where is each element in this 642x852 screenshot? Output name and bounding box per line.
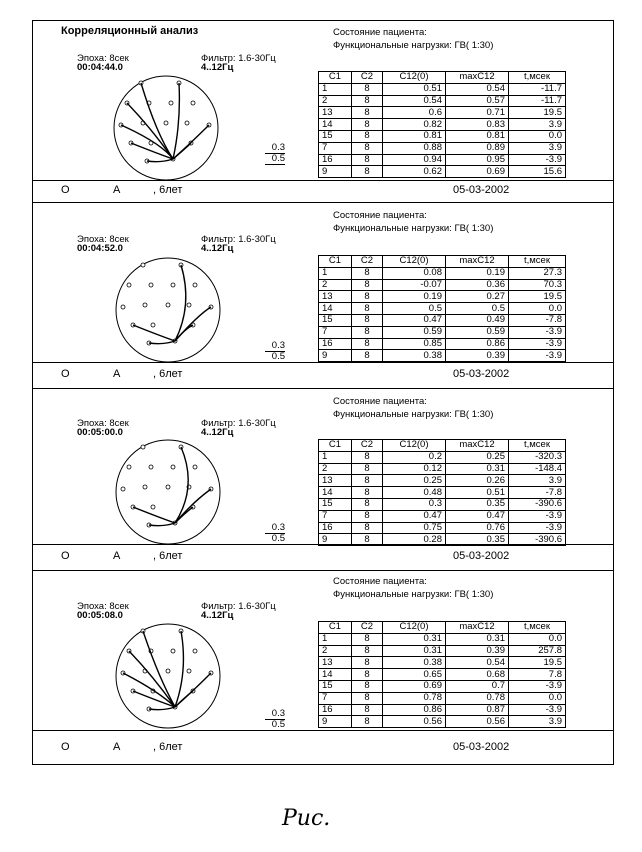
panel-2 (33, 203, 613, 363)
table-cell: 0.76 (446, 522, 509, 534)
table-row (319, 680, 566, 692)
table-cell: 70.3 (509, 279, 566, 291)
table-cell: 16 (319, 704, 352, 716)
scale-top: 0.3 (265, 143, 285, 154)
table-cell: 8 (352, 267, 383, 279)
table-cell: 13 (319, 475, 352, 487)
table-cell: 0.0 (509, 130, 566, 142)
panel-1 (33, 21, 613, 181)
table-cell: 0.69 (446, 166, 509, 178)
table-cell: -390.6 (509, 534, 566, 546)
table-cell: 9 (319, 166, 352, 178)
table-cell: 7 (319, 142, 352, 154)
table-cell: 15.6 (509, 166, 566, 178)
patient-state: Состояние пациента: (333, 576, 427, 587)
table-cell: 0.7 (446, 680, 509, 692)
table-cell: 8 (352, 463, 383, 475)
table-cell: 7 (319, 326, 352, 338)
table-cell: -11.7 (509, 83, 566, 95)
table-cell: 8 (352, 475, 383, 487)
col-maxc12: maxC12 (446, 72, 509, 84)
scale-top: 0.3 (265, 523, 285, 534)
correlation-table (318, 255, 566, 362)
table-cell: -3.9 (509, 338, 566, 350)
table-cell: 2 (319, 279, 352, 291)
table-row (319, 107, 566, 119)
table-cell: 0.5 (383, 303, 446, 315)
electrode-diagram (113, 621, 223, 731)
col-c1: C1 (319, 622, 352, 634)
col-t: t,мсек (509, 440, 566, 452)
table-cell: 257.8 (509, 645, 566, 657)
table-cell: 0.54 (446, 83, 509, 95)
band-label: 4..12Гц (201, 610, 234, 621)
col-c12: C12(0) (383, 256, 446, 268)
table-cell: 0.19 (446, 267, 509, 279)
table-body (319, 267, 566, 361)
table-cell: 1 (319, 451, 352, 463)
table-cell: 1 (319, 633, 352, 645)
table-cell: 0.27 (446, 291, 509, 303)
footer-a: А (113, 550, 121, 562)
table-cell: 19.5 (509, 291, 566, 303)
table-cell: 14 (319, 303, 352, 315)
panel-4-footer (33, 731, 613, 764)
table-cell: 8 (352, 166, 383, 178)
table-cell: -148.4 (509, 463, 566, 475)
table-cell: 8 (352, 83, 383, 95)
col-t: t,мсек (509, 622, 566, 634)
filter-label: Фильтр: 1.6-30Гц (201, 53, 276, 64)
footer-age: , 6лет (153, 368, 183, 380)
table-cell: 0.39 (446, 645, 509, 657)
table-cell: 0.51 (446, 487, 509, 499)
table-cell: -3.9 (509, 680, 566, 692)
table-header-row (319, 622, 566, 634)
col-c2: C2 (352, 622, 383, 634)
electrode-diagram (113, 437, 223, 547)
band-label: 4..12Гц (201, 427, 234, 438)
table-row (319, 487, 566, 499)
table-cell: 0.78 (383, 692, 446, 704)
epoch-label: Эпоха: 8сек (77, 418, 129, 429)
epoch-label: Эпоха: 8сек (77, 234, 129, 245)
table-cell: 14 (319, 669, 352, 681)
table-row (319, 267, 566, 279)
functional-load: Функциональные нагрузки: ГВ( 1:30) (333, 223, 494, 234)
table-row (319, 716, 566, 728)
table-cell: 8 (352, 633, 383, 645)
scale-legend (265, 341, 285, 363)
table-cell: 0.28 (383, 534, 446, 546)
table-cell: -3.9 (509, 154, 566, 166)
col-t: t,мсек (509, 256, 566, 268)
table-row (319, 657, 566, 669)
table-cell: 8 (352, 498, 383, 510)
col-maxc12: maxC12 (446, 440, 509, 452)
table-cell: 0.82 (383, 119, 446, 131)
table-cell: 0.47 (383, 314, 446, 326)
footer-o: О (61, 184, 70, 196)
table-cell: 13 (319, 291, 352, 303)
table-cell: -3.9 (509, 704, 566, 716)
table-row (319, 645, 566, 657)
table-cell: 0.54 (383, 95, 446, 107)
table-row (319, 303, 566, 315)
table-cell: 7 (319, 692, 352, 704)
scale-bottom: 0.5 (265, 154, 285, 165)
table-cell: -3.9 (509, 510, 566, 522)
table-cell: 2 (319, 463, 352, 475)
table-cell: 0.51 (383, 83, 446, 95)
table-row (319, 692, 566, 704)
table-cell: 8 (352, 95, 383, 107)
time-label: 00:04:52.0 (77, 243, 123, 254)
scale-top: 0.3 (265, 709, 285, 720)
table-cell: 8 (352, 303, 383, 315)
table-cell: 0.12 (383, 463, 446, 475)
table-cell: 0.78 (446, 692, 509, 704)
table-cell: 8 (352, 314, 383, 326)
table-cell: 0.65 (383, 669, 446, 681)
col-t: t,мсек (509, 72, 566, 84)
table-row (319, 291, 566, 303)
table-cell: 1 (319, 267, 352, 279)
table-cell: 9 (319, 534, 352, 546)
table-cell: 0.31 (446, 463, 509, 475)
table-header-row (319, 72, 566, 84)
footer-date: 05-03-2002 (453, 184, 510, 196)
table-cell: -320.3 (509, 451, 566, 463)
col-c1: C1 (319, 256, 352, 268)
table-cell: 0.69 (383, 680, 446, 692)
table-cell: 0.94 (383, 154, 446, 166)
table-cell: 0.35 (446, 498, 509, 510)
col-maxc12: maxC12 (446, 256, 509, 268)
table-cell: 3.9 (509, 119, 566, 131)
table-cell: 0.36 (446, 279, 509, 291)
col-c2: C2 (352, 256, 383, 268)
table-cell: 9 (319, 350, 352, 362)
table-cell: 7 (319, 510, 352, 522)
table-row (319, 119, 566, 131)
footer-date: 05-03-2002 (453, 368, 510, 380)
col-c12: C12(0) (383, 622, 446, 634)
table-cell: 8 (352, 657, 383, 669)
table-cell: 2 (319, 95, 352, 107)
table-cell: 0.88 (383, 142, 446, 154)
table-cell: 0.38 (383, 350, 446, 362)
col-c12: C12(0) (383, 440, 446, 452)
functional-load: Функциональные нагрузки: ГВ( 1:30) (333, 40, 494, 51)
table-cell: 3.9 (509, 475, 566, 487)
footer-age: , 6лет (153, 550, 183, 562)
table-body (319, 83, 566, 177)
table-cell: 15 (319, 314, 352, 326)
table-body (319, 451, 566, 545)
scale-legend (265, 523, 285, 545)
table-cell: 0.71 (446, 107, 509, 119)
table-row (319, 142, 566, 154)
table-cell: 0.35 (446, 534, 509, 546)
table-cell: 3.9 (509, 142, 566, 154)
table-cell: 0.62 (383, 166, 446, 178)
page-title: Корреляционный анализ (61, 25, 199, 37)
table-cell: -7.8 (509, 487, 566, 499)
table-cell: 0.54 (446, 657, 509, 669)
panel-1-footer (33, 181, 613, 203)
time-label: 00:05:08.0 (77, 610, 123, 621)
table-cell: 0.39 (446, 350, 509, 362)
epoch-label: Эпоха: 8сек (77, 601, 129, 612)
table-cell: 0.56 (446, 716, 509, 728)
table-cell: 16 (319, 154, 352, 166)
table-cell: 8 (352, 279, 383, 291)
scale-bottom: 0.5 (265, 720, 285, 731)
table-cell: 0.3 (383, 498, 446, 510)
col-c2: C2 (352, 440, 383, 452)
col-c12: C12(0) (383, 72, 446, 84)
table-cell: -3.9 (509, 350, 566, 362)
footer-age: , 6лет (153, 741, 183, 753)
scale-bottom: 0.5 (265, 352, 285, 363)
patient-state: Состояние пациента: (333, 210, 427, 221)
table-header-row (319, 256, 566, 268)
panel-2-footer (33, 363, 613, 389)
table-cell: 0.47 (383, 510, 446, 522)
epoch-label: Эпоха: 8сек (77, 53, 129, 64)
panel-4 (33, 571, 613, 731)
footer-a: А (113, 368, 121, 380)
table-cell: 15 (319, 680, 352, 692)
table-row (319, 83, 566, 95)
table-row (319, 669, 566, 681)
table-cell: 8 (352, 326, 383, 338)
table-cell: 13 (319, 657, 352, 669)
table-cell: 8 (352, 669, 383, 681)
table-cell: 8 (352, 154, 383, 166)
table-cell: 8 (352, 107, 383, 119)
functional-load: Функциональные нагрузки: ГВ( 1:30) (333, 409, 494, 420)
figure-caption: Рис. (282, 806, 331, 831)
table-cell: 27.3 (509, 267, 566, 279)
footer-o: О (61, 550, 70, 562)
table-row (319, 166, 566, 178)
table-cell: 8 (352, 534, 383, 546)
table-header-row (319, 440, 566, 452)
table-cell: 19.5 (509, 107, 566, 119)
table-row (319, 498, 566, 510)
table-row (319, 463, 566, 475)
col-c1: C1 (319, 440, 352, 452)
table-cell: 0.48 (383, 487, 446, 499)
col-c2: C2 (352, 72, 383, 84)
table-cell: 0.25 (446, 451, 509, 463)
table-cell: 0.2 (383, 451, 446, 463)
table-cell: 0.26 (446, 475, 509, 487)
band-label: 4..12Гц (201, 62, 234, 73)
table-cell: 0.49 (446, 314, 509, 326)
table-cell: -3.9 (509, 326, 566, 338)
table-cell: 14 (319, 119, 352, 131)
table-cell: 16 (319, 338, 352, 350)
table-cell: 1 (319, 83, 352, 95)
table-cell: 8 (352, 680, 383, 692)
table-cell: 8 (352, 510, 383, 522)
functional-load: Функциональные нагрузки: ГВ( 1:30) (333, 589, 494, 600)
band-label: 4..12Гц (201, 243, 234, 254)
table-cell: 3.9 (509, 716, 566, 728)
col-c1: C1 (319, 72, 352, 84)
panel-3-footer (33, 545, 613, 571)
table-cell: 8 (352, 130, 383, 142)
table-cell: 15 (319, 498, 352, 510)
scale-top: 0.3 (265, 341, 285, 352)
table-cell: 13 (319, 107, 352, 119)
footer-o: О (61, 741, 70, 753)
table-cell: 8 (352, 350, 383, 362)
table-row (319, 633, 566, 645)
table-cell: 16 (319, 522, 352, 534)
table-cell: -390.6 (509, 498, 566, 510)
table-cell: -11.7 (509, 95, 566, 107)
footer-a: А (113, 741, 121, 753)
col-maxc12: maxC12 (446, 622, 509, 634)
electrode-diagram (111, 73, 221, 183)
table-cell: 0.86 (383, 704, 446, 716)
table-cell: 0.38 (383, 657, 446, 669)
scale-bottom: 0.5 (265, 534, 285, 545)
table-row (319, 534, 566, 546)
table-cell: 0.0 (509, 303, 566, 315)
table-cell: 0.81 (446, 130, 509, 142)
table-row (319, 475, 566, 487)
table-cell: 8 (352, 451, 383, 463)
table-cell: 0.31 (383, 633, 446, 645)
table-cell: 0.59 (383, 326, 446, 338)
filter-label: Фильтр: 1.6-30Гц (201, 418, 276, 429)
time-label: 00:04:44.0 (77, 62, 123, 73)
scale-legend (265, 143, 285, 165)
table-row (319, 279, 566, 291)
filter-label: Фильтр: 1.6-30Гц (201, 601, 276, 612)
table-row (319, 314, 566, 326)
table-cell: 0.59 (446, 326, 509, 338)
footer-o: О (61, 368, 70, 380)
table-cell: 0.31 (383, 645, 446, 657)
scale-legend (265, 709, 285, 731)
table-cell: 0.56 (383, 716, 446, 728)
report-frame (32, 20, 614, 765)
table-cell: -0.07 (383, 279, 446, 291)
correlation-table (318, 621, 566, 728)
table-cell: 0.5 (446, 303, 509, 315)
table-cell: 0.0 (509, 633, 566, 645)
table-row (319, 326, 566, 338)
filter-label: Фильтр: 1.6-30Гц (201, 234, 276, 245)
table-cell: 0.19 (383, 291, 446, 303)
table-cell: 9 (319, 716, 352, 728)
table-row (319, 154, 566, 166)
table-cell: 0.0 (509, 692, 566, 704)
table-row (319, 350, 566, 362)
footer-age: , 6лет (153, 184, 183, 196)
table-cell: 0.47 (446, 510, 509, 522)
table-cell: 8 (352, 487, 383, 499)
footer-a: А (113, 184, 121, 196)
footer-date: 05-03-2002 (453, 741, 510, 753)
electrode-diagram (113, 255, 223, 365)
table-cell: 8 (352, 522, 383, 534)
table-cell: 0.68 (446, 669, 509, 681)
correlation-table (318, 71, 566, 178)
correlation-table (318, 439, 566, 546)
table-row (319, 522, 566, 534)
table-cell: 0.31 (446, 633, 509, 645)
table-cell: 0.6 (383, 107, 446, 119)
time-label: 00:05:00.0 (77, 427, 123, 438)
table-cell: 0.87 (446, 704, 509, 716)
table-row (319, 338, 566, 350)
table-cell: 0.57 (446, 95, 509, 107)
table-body (319, 633, 566, 727)
table-cell: 7.8 (509, 669, 566, 681)
table-cell: 8 (352, 291, 383, 303)
table-cell: 0.08 (383, 267, 446, 279)
table-cell: 8 (352, 119, 383, 131)
table-cell: 8 (352, 142, 383, 154)
table-cell: -7.8 (509, 314, 566, 326)
footer-date: 05-03-2002 (453, 550, 510, 562)
table-row (319, 510, 566, 522)
table-row (319, 451, 566, 463)
table-cell: 8 (352, 716, 383, 728)
table-cell: 0.89 (446, 142, 509, 154)
table-cell: 0.86 (446, 338, 509, 350)
table-cell: 2 (319, 645, 352, 657)
table-cell: 0.83 (446, 119, 509, 131)
table-cell: 8 (352, 645, 383, 657)
patient-state: Состояние пациента: (333, 396, 427, 407)
table-cell: 8 (352, 338, 383, 350)
table-cell: -3.9 (509, 522, 566, 534)
table-cell: 0.85 (383, 338, 446, 350)
table-row (319, 704, 566, 716)
table-row (319, 130, 566, 142)
table-cell: 0.75 (383, 522, 446, 534)
table-cell: 8 (352, 692, 383, 704)
table-cell: 0.95 (446, 154, 509, 166)
table-row (319, 95, 566, 107)
table-cell: 15 (319, 130, 352, 142)
panel-3 (33, 389, 613, 545)
patient-state: Состояние пациента: (333, 27, 427, 38)
table-cell: 19.5 (509, 657, 566, 669)
table-cell: 14 (319, 487, 352, 499)
table-cell: 8 (352, 704, 383, 716)
table-cell: 0.25 (383, 475, 446, 487)
table-cell: 0.81 (383, 130, 446, 142)
